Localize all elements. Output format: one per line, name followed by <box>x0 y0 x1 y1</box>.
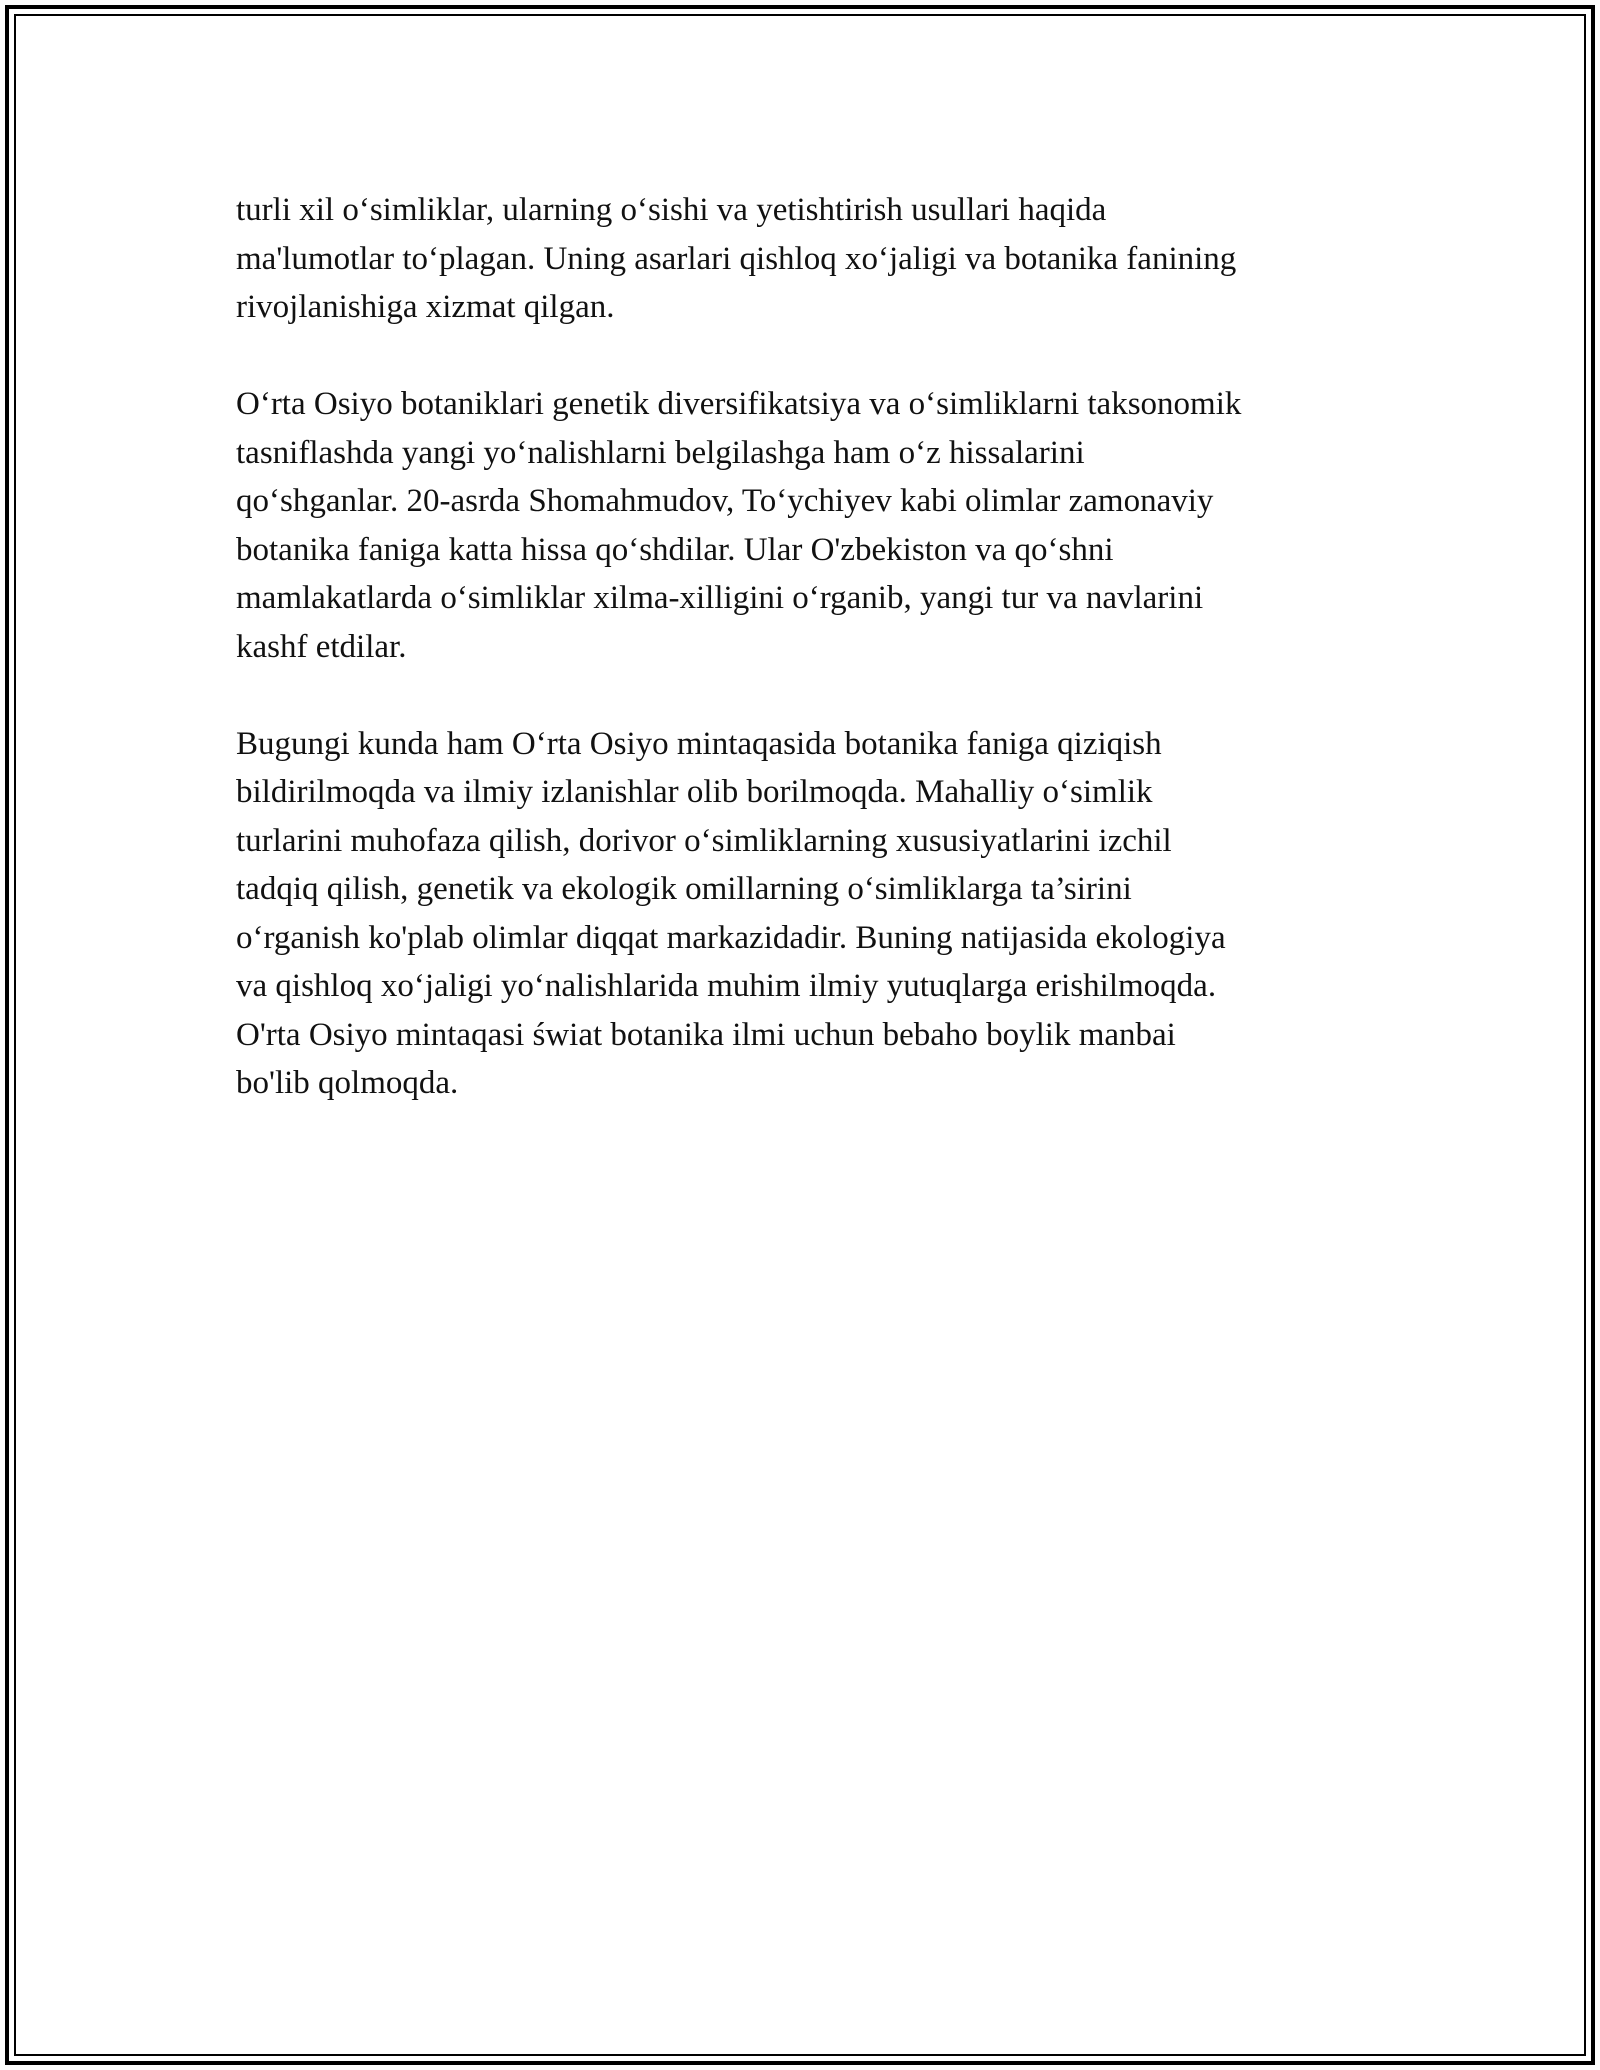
text-line: Bugungi kunda ham O‘rta Osiyo mintaqasida botanika faniga qiziqish <box>236 725 1162 762</box>
text-line: turli xil o‘simliklar, ularning o‘sishi va yetishtirish usullari haqida <box>236 192 1107 228</box>
text-line: tasniflashda yangi yo‘nalishlarni belgilashga ham o‘z hissalarini <box>236 434 1085 471</box>
paragraph-2 <box>236 380 1366 671</box>
paragraph-3 <box>236 720 1366 1108</box>
text-line: ma'lumotlar to‘plagan. Uning asarlari qishloq xo‘jaligi va botanika fanining <box>236 240 1237 277</box>
text-line: kashf etdilar. <box>236 628 407 665</box>
text-line: va qishloq xo‘jaligi yo‘nalishlarida muhim ilmiy yutuqlarga erishilmoqda. <box>236 968 1217 1004</box>
text-line: bildirilmoqda va ilmiy izlanishlar olib borilmoqda. Mahalliy o‘simlik <box>236 774 1153 810</box>
text-line: O'rta Osiyo mintaqasi świat botanika ilmi uchun bebaho boylik manbai <box>236 1016 1176 1053</box>
text-line: bo'lib qolmoqda. <box>236 1065 459 1101</box>
text-line: turlarini muhofaza qilish, dorivor o‘simliklarning xususiyatlarini izchil <box>236 822 1172 859</box>
text-line: botanika faniga katta hissa qo‘shdilar. Ular O'zbekiston va qo‘shni <box>236 531 1114 568</box>
paragraph-1 <box>236 186 1366 332</box>
text-line: O‘rta Osiyo botaniklari genetik diversifikatsiya va o‘simliklarni taksonomik <box>236 386 1242 422</box>
text-line: o‘rganish ko'plab olimlar diqqat markazidadir. Buning natijasida ekologiya <box>236 919 1226 956</box>
text-line: qo‘shganlar. 20-asrda Shomahmudov, To‘ychiyev kabi olimlar zamonaviy <box>236 483 1214 519</box>
text-line: tadqiq qilish, genetik va ekologik omillarning o‘simliklarga ta’sirini <box>236 871 1132 907</box>
text-line: rivojlanishiga xizmat qilgan. <box>236 289 615 325</box>
text-line: mamlakatlarda o‘simliklar xilma-xilligini o‘rganib, yangi tur va navlarini <box>236 580 1204 616</box>
document-body <box>236 186 1366 1156</box>
